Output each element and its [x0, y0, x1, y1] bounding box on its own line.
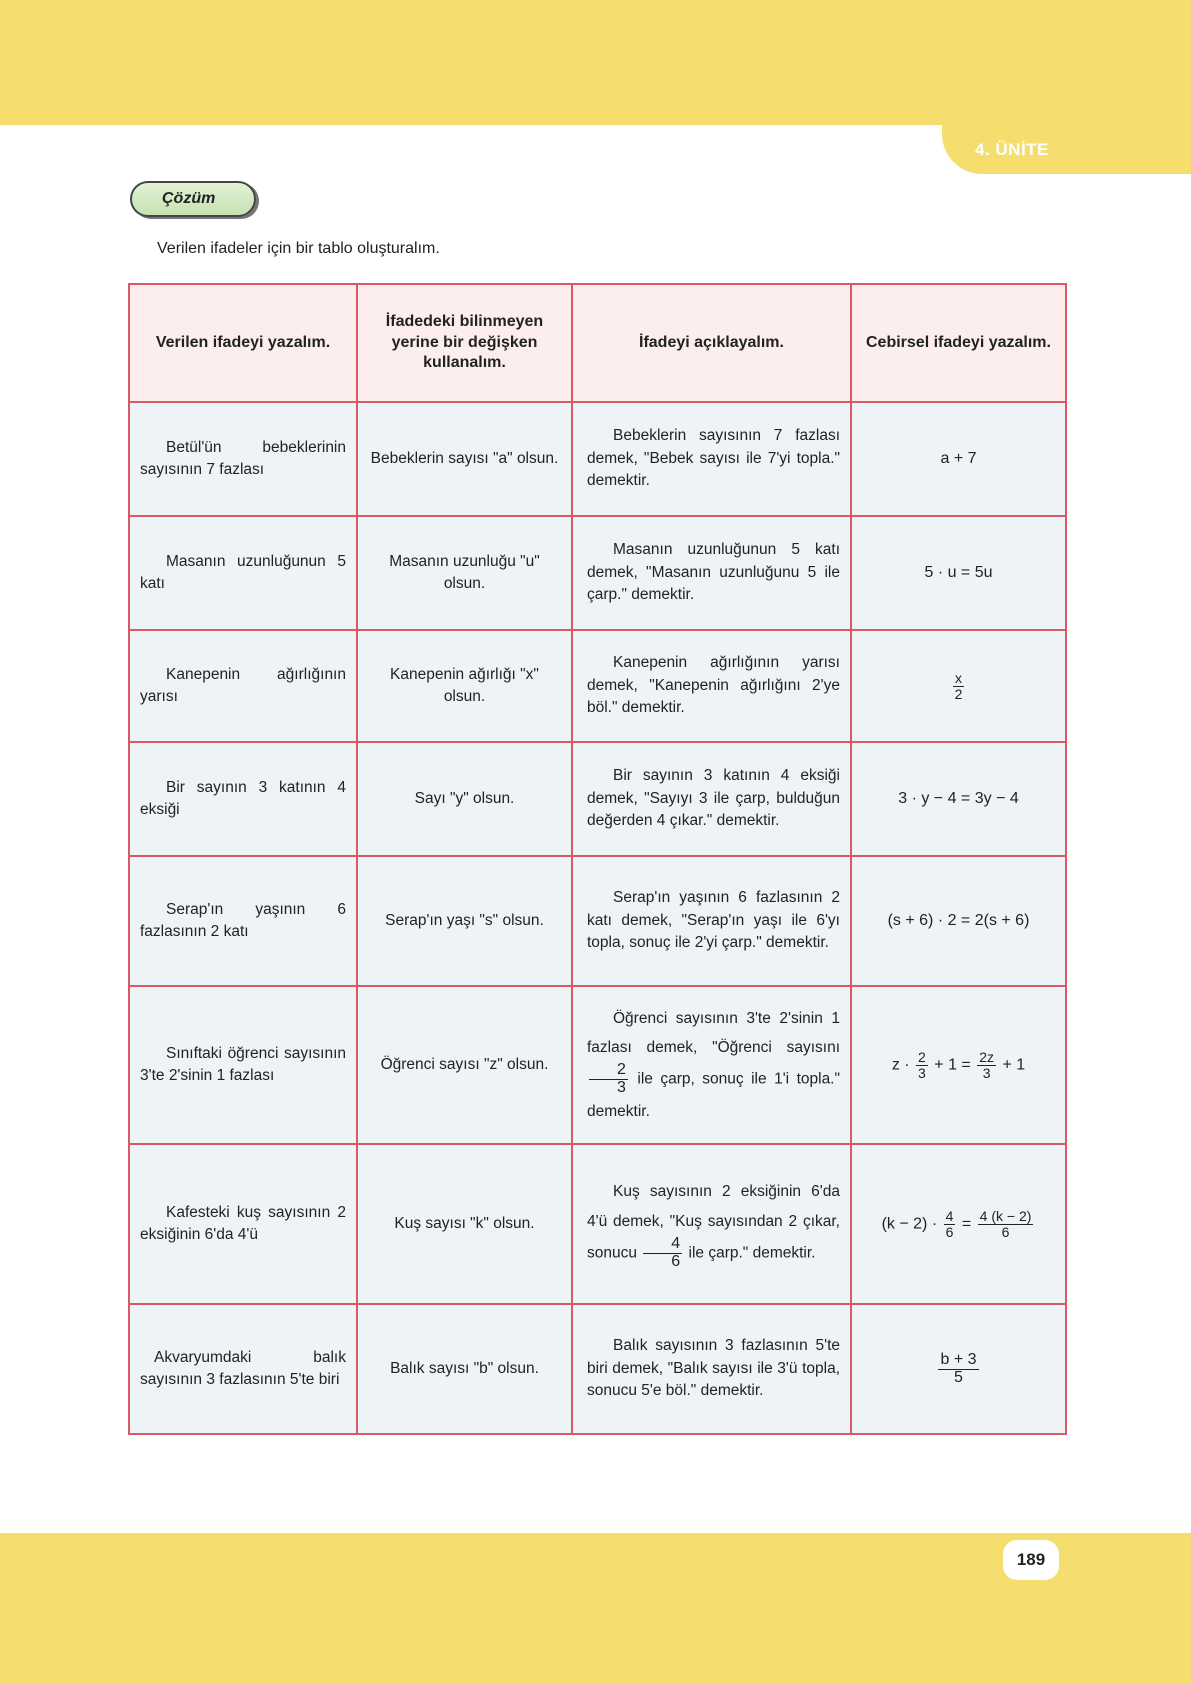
explanation-cell: Balık sayısının 3 fazlasının 5'te biri demek, "Balık sayısı ile 3'ü topla, sonucu 5'e böl." demektir. — [572, 1304, 851, 1434]
variable-cell: Bebeklerin sayısı "a" olsun. — [357, 402, 572, 516]
algebraic-cell — [851, 986, 1066, 1144]
fraction-denominator: 6 — [671, 1252, 681, 1270]
algebraic-cell: 3 · y − 4 = 3y − 4 — [851, 742, 1066, 856]
algebraic-cell — [851, 1144, 1066, 1304]
algebraic-fraction — [977, 1050, 996, 1080]
algebraic-part: + 1 — [1002, 1056, 1026, 1074]
fraction-denominator: 2 — [954, 685, 963, 702]
fraction-denominator: 6 — [945, 1223, 954, 1240]
fraction-denominator: 3 — [918, 1064, 926, 1081]
table-row — [129, 630, 1066, 742]
algebraic-cell — [851, 630, 1066, 742]
algebraic-fraction — [953, 671, 965, 701]
explanation-fraction — [589, 1062, 628, 1097]
explanation-cell: Bebeklerin sayısının 7 fazlası demek, "Bebek sayısı ile 7'yi topla." demektir. — [572, 402, 851, 516]
explanation-text: Öğrenci sayısının 3'te 2'sinin 1 fazlası demek, "Öğrenci sayısını — [587, 1009, 840, 1056]
explanation-cell — [572, 1144, 851, 1304]
algebraic-part: z · — [891, 1056, 910, 1074]
table-header-row — [129, 284, 1066, 402]
algebraic-cell: 5 · u = 5u — [851, 516, 1066, 630]
expression-cell: Betül'ün bebeklerinin sayısının 7 fazlası — [129, 402, 357, 516]
fraction-numerator: 2 — [918, 1048, 926, 1065]
header-variable: İfadedeki bilinmeyen yerine bir değişken kullanalım. — [357, 284, 572, 402]
fraction-numerator: b + 3 — [940, 1350, 977, 1368]
table-row — [129, 1144, 1066, 1304]
explanation-text: ile çarp." demektir. — [688, 1244, 816, 1262]
fraction-denominator: 3 — [617, 1079, 626, 1097]
explanation-text: Kuş sayısının 2 eksiğinin 6'da 4'ü demek, "Kuş sayısından 2 çıkar, sonucu — [587, 1183, 840, 1262]
explanation-cell: Masanın uzunluğunun 5 katı demek, "Masanın uzunluğunu 5 ile çarp." demektir. — [572, 516, 851, 630]
table-row — [129, 516, 1066, 630]
top-band — [0, 0, 1191, 125]
fraction-numerator: 4 — [643, 1236, 682, 1254]
algebraic-part: = — [961, 1215, 972, 1233]
table-row — [129, 402, 1066, 516]
fraction-denominator: 6 — [1001, 1223, 1010, 1240]
variable-cell: Öğrenci sayısı "z" olsun. — [357, 986, 572, 1144]
expression-cell: Kanepenin ağırlığının yarısı — [129, 630, 357, 742]
header-expression: Verilen ifadeyi yazalım. — [129, 284, 357, 402]
algebraic-part: + 1 = — [934, 1056, 971, 1074]
table-row — [129, 856, 1066, 986]
explanation-cell — [572, 986, 851, 1144]
expression-cell: Masanın uzunluğunun 5 katı — [129, 516, 357, 630]
fraction-denominator: 3 — [982, 1064, 991, 1081]
expression-cell: Kafesteki kuş sayısının 2 eksiğinin 6'da 4'ü — [129, 1144, 357, 1304]
algebraic-fraction — [938, 1352, 978, 1387]
fraction-numerator: 4 — [945, 1207, 954, 1224]
variable-cell: Balık sayısı "b" olsun. — [357, 1304, 572, 1434]
page-number: 189 — [1003, 1540, 1059, 1580]
variable-cell: Serap'ın yaşı "s" olsun. — [357, 856, 572, 986]
algebraic-cell: (s + 6) · 2 = 2(s + 6) — [851, 856, 1066, 986]
algebraic-part: (k − 2) · — [881, 1215, 938, 1233]
fraction-numerator: x — [954, 669, 962, 686]
table-row — [129, 742, 1066, 856]
fraction-numerator: 4 (k − 2) — [979, 1207, 1032, 1224]
table-row — [129, 986, 1066, 1144]
unit-label: 4. ÜNİTE — [975, 140, 1049, 159]
algebraic-cell: a + 7 — [851, 402, 1066, 516]
algebraic-fraction — [944, 1209, 956, 1239]
table-row — [129, 1304, 1066, 1434]
explanation-cell: Serap'ın yaşının 6 fazlasının 2 katı demek, "Serap'ın yaşı ile 6'yı topla, sonuç ile 2'yi çarp." demektir. — [572, 856, 851, 986]
explanation-text: ile çarp, sonuç ile 1'i topla." demektir. — [587, 1070, 840, 1121]
expression-cell: Sınıftaki öğrenci sayısının 3'te 2'sinin 1 fazlası — [129, 986, 357, 1144]
variable-cell: Kuş sayısı "k" olsun. — [357, 1144, 572, 1304]
algebraic-fraction — [978, 1209, 1034, 1239]
variable-cell: Masanın uzunluğu "u" olsun. — [357, 516, 572, 630]
fraction-denominator: 5 — [954, 1368, 963, 1386]
expression-cell: Bir sayının 3 katının 4 eksiği — [129, 742, 357, 856]
solution-label: Çözüm — [130, 181, 256, 217]
explanation-fraction — [643, 1236, 682, 1271]
variable-cell: Sayı "y" olsun. — [357, 742, 572, 856]
expression-cell: Serap'ın yaşının 6 fazlasının 2 katı — [129, 856, 357, 986]
explanation-cell: Bir sayının 3 katının 4 eksiği demek, "Sayıyı 3 ile çarp, bulduğun değerden 4 çıkar." demektir. — [572, 742, 851, 856]
header-explanation: İfadeyi açıklayalım. — [572, 284, 851, 402]
intro-text: Verilen ifadeler için bir tablo oluşturalım. — [157, 240, 440, 257]
variable-cell: Kanepenin ağırlığı "x" olsun. — [357, 630, 572, 742]
fraction-numerator: 2 — [589, 1062, 628, 1080]
expression-cell: Akvaryumdaki balık sayısının 3 fazlasının 5'te biri — [129, 1304, 357, 1434]
fraction-numerator: 2z — [979, 1048, 995, 1065]
expression-table — [128, 283, 1065, 1420]
algebraic-fraction — [916, 1050, 928, 1080]
explanation-cell: Kanepenin ağırlığının yarısı demek, "Kanepenin ağırlığını 2'ye böl." demektir. — [572, 630, 851, 742]
header-algebraic: Cebirsel ifadeyi yazalım. — [851, 284, 1066, 402]
algebraic-cell — [851, 1304, 1066, 1434]
